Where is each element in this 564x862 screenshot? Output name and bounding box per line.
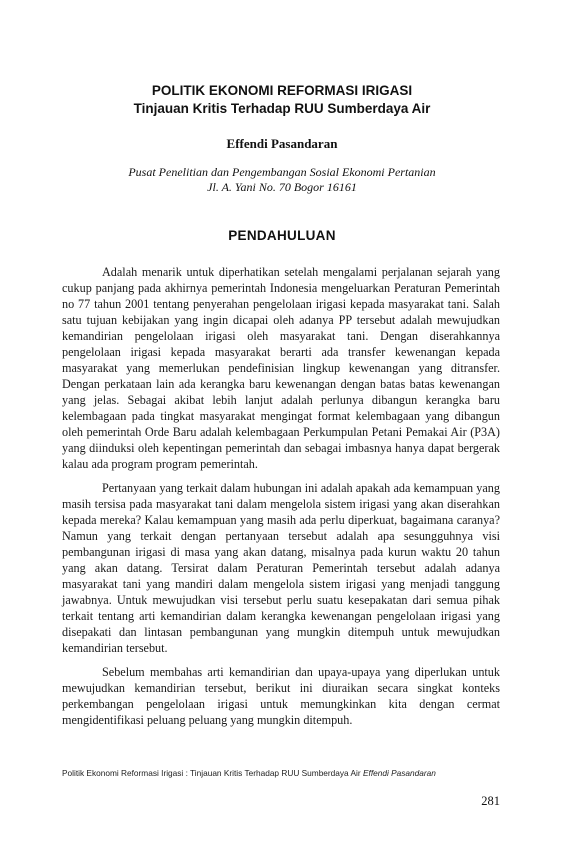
section-heading: PENDAHULUAN <box>228 228 336 243</box>
page-number: 281 <box>481 794 500 808</box>
author-name: Effendi Pasandaran <box>226 136 338 151</box>
paper-subtitle: Tinjauan Kritis Terhadap RUU Sumberdaya Air <box>133 101 431 116</box>
footer-running-title: Politik Ekonomi Reformasi Irigasi : Tinjauan Kritis Terhadap RUU Sumberdaya Air <box>62 768 361 778</box>
section-body <box>62 264 500 736</box>
affiliation-line-2: Jl. A. Yani No. 70 Bogor 16161 <box>207 180 357 194</box>
running-footer <box>62 768 522 778</box>
footer-running-author: Effendi Pasandaran <box>362 768 436 778</box>
paragraph-2: Pertanyaan yang terkait dalam hubungan ini adalah apakah ada kemampuan yang masih tersisa pada masyarakat tani dalam mengelola sistem irigasi yang akan diserahkan kepada mereka? Kalau kemampuan yang masih ada perlu diperkuat, bagaimana caranya? Namun yang terkait dengan pertanyaan tersebut adalah apa sesungguhnya visi pembangunan irigasi di masa yang akan datang, misalnya pada kurun waktu 20 tahun yang akan datang. Tersirat dalam Peraturan Pemerintah tersebut adalah adanya masyarakat tani yang mandiri dalam mengelola sistem irigasi yang menjadi tanggung jawabnya. Untuk mewujudkan visi tersebut perlu suatu kesepakatan dari semua pihak terkait tentang arti kemandirian dalam kerangka kewenangan pengelolaan irigasi yang disepakati dan lintasan pembangunan yang mungkin ditempuh untuk mewujudkan kemandirian tersebut. <box>62 481 500 655</box>
affiliation-line-1: Pusat Penelitian dan Pengembangan Sosial Ekonomi Pertanian <box>128 165 436 179</box>
paper-title: POLITIK EKONOMI REFORMASI IRIGASI <box>151 83 413 98</box>
paragraph-3: Sebelum membahas arti kemandirian dan upaya-upaya yang diperlukan untuk mewujudkan kemandirian tersebut, berikut ini diuraikan secara singkat konteks perkembangan pengelolaan irigasi untuk memungkinkan kita dengan cermat mengidentifikasi peluang peluang yang mungkin ditempuh. <box>62 665 500 727</box>
paragraph-1: Adalah menarik untuk diperhatikan setelah mengalami perjalanan sejarah yang cukup panjang pada akhirnya pemerintah Indonesia mengeluarkan Peraturan Pemerintah no 77 tahun 2001 tentang penyerahan pengelolaan irigasi kepada masyarakat tani. Salah satu tujuan kebijakan yang ingin dicapai oleh adanya PP tersebut adalah mewujudkan kemandirian pengelolaan irigasi oleh masyarakat tani. Dengan diserahkannya pengelolaan irigasi kepada masyarakat berarti ada transfer kewenangan kepada masyarakat yang memerlukan pendefinisian lingkup kewenangan yang ditransfer. Dengan perkataan lain ada kerangka baru kewenangan dengan batas batas kewenangan yang jelas. Sebagai akibat lebih lanjut adalah perlunya dibangun kerangka baru kelembagaan pada tingkat masyarakat mengingat format kelembagaan yang dibangun oleh pemerintah Orde Baru adalah kelembagaan Perkumpulan Petani Pemakai Air (P3A) yang diinduksi oleh kepentingan pemerintah dan sebagai imbasnya hanya dapat bergerak kalau ada program program pemerintah. <box>62 265 500 471</box>
